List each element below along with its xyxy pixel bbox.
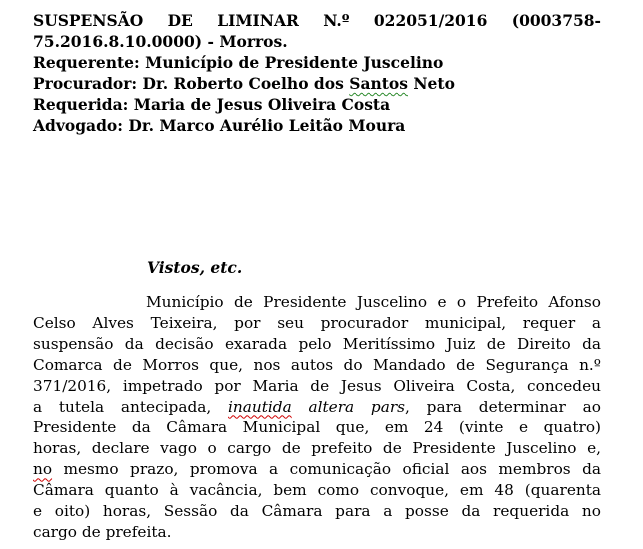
body-line: Câmara quanto à vacância, bem como convoque, em 48 (quarenta: [33, 481, 601, 500]
body-text-segment: a tutela antecipada,: [33, 397, 212, 416]
vistos-heading: Vistos, etc.: [147, 258, 243, 277]
procurador-value-marked: Santos: [349, 74, 408, 93]
body-text-segment-marked: no: [33, 460, 53, 479]
requerente-label: Requerente:: [33, 53, 140, 72]
requerida-line: [33, 94, 601, 115]
body-line: e oito) horas, Sessão da Câmara para a posse da requerida no: [33, 502, 601, 521]
body-line: Município de Presidente Juscelino e o Prefeito Afonso: [146, 293, 601, 311]
latin-term-altera-pars: altera pars: [308, 397, 406, 416]
case-title-line-2: 75.2016.8.10.0000) - Morros.: [33, 32, 288, 51]
body-line: suspensão da decisão exarada pelo Meritíssimo Juiz de Direito da: [33, 334, 601, 353]
body-line: cargo de prefeita.: [33, 522, 172, 541]
body-line: horas, declare vago o cargo de prefeito de Presidente Juscelino e,: [33, 439, 601, 458]
body-text-segment: , para determinar ao: [405, 397, 601, 416]
case-title-line-1: SUSPENSÃO DE LIMINAR N.º 022051/2016 (0003758-: [33, 11, 601, 30]
advogado-line: [33, 115, 601, 136]
body-line: Celso Alves Teixeira, por seu procurador municipal, requer a: [33, 313, 601, 332]
requerente-line: [33, 52, 601, 73]
requerente-value: Município de Presidente Juscelino: [145, 53, 444, 72]
body-paragraph: [33, 292, 601, 543]
advogado-value: Dr. Marco Aurélio Leitão Moura: [128, 116, 406, 135]
procurador-line: [33, 73, 601, 94]
requerida-label: Requerida:: [33, 95, 129, 114]
requerida-value: Maria de Jesus Oliveira Costa: [133, 95, 391, 114]
case-header: [33, 10, 601, 136]
body-text-segment: mesmo prazo, promova a comunicação oficial aos membros da: [63, 460, 601, 479]
body-line: Presidente da Câmara Municipal que, em 24 (vinte e quatro): [33, 418, 601, 437]
latin-term-inautida: inautida: [228, 397, 292, 416]
body-line: [33, 459, 601, 480]
body-line: [33, 397, 601, 418]
body-line: 371/2016, impetrado por Maria de Jesus Oliveira Costa, concedeu: [33, 376, 601, 395]
advogado-label: Advogado:: [33, 116, 123, 135]
procurador-value-start: Dr. Roberto Coelho dos: [142, 74, 344, 93]
procurador-label: Procurador:: [33, 74, 138, 93]
body-line: Comarca de Morros que, nos autos do Mandado de Segurança n.º: [33, 355, 601, 374]
procurador-value-end: Neto: [413, 74, 455, 93]
